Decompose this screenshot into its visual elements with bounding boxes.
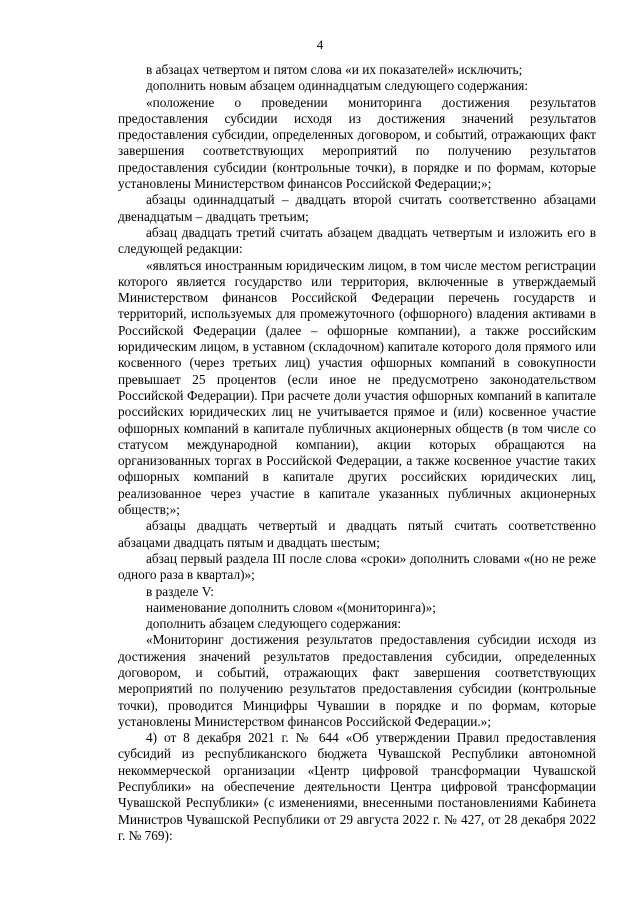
paragraph: дополнить новым абзацем одиннадцатым следующего содержания:	[146, 78, 529, 94]
paragraph: дополнить абзацем следующего содержания:	[146, 616, 402, 632]
paragraph: наименование дополнить словом «(мониторинга)»;	[146, 599, 436, 615]
paragraph: абзац двадцать третий считать абзацем двадцать четвертым и изложить его в следующей редакции:	[118, 224, 596, 257]
page-number: 4	[316, 37, 324, 52]
paragraph: в разделе V:	[146, 583, 215, 599]
paragraph: абзацы двадцать четвертый и двадцать пятый считать соответственно абзацами двадцать пятым и двадцать шестым;	[118, 518, 596, 550]
paragraph: абзац первый раздела III после слова «сроки» дополнить словами «(но не реже одного раза в квартал)»;	[118, 550, 596, 583]
paragraph: «положение о проведении мониторинга достижения результатов предоставления субсидии исходя из достижения значений результатов предоставления субсидии, определенных договором, и событий, отражающих факт завершения соответствующих мероприятий по получению результатов предоставления субсидии (контрольные точки), в порядке и по формам, которые установлены Министерством финансов Российской Федерации;»;	[118, 94, 596, 192]
paragraph: 4) от 8 декабря 2021 г. № 644 «Об утверждении Правил предоставления субсидий из республиканского бюджета Чувашской Республики автономной некоммерческой организации «Центр цифровой трансформации Чувашской Республики» на обеспечение деятельности Центра цифровой трансформации Чувашской Республики» (с изменениями, внесенными постановлениями Кабинета Министров Чувашской Республики от 29 августа 2022 г. № 427, от 28 декабря 2022 г. № 769):	[118, 730, 596, 843]
paragraph: «Мониторинг достижения результатов предоставления субсидии исходя из достижения значений результатов предоставления субсидии, определенных договором, и событий, отражающих факт завершения соответствующих мероприятий по получению результатов предоставления субсидии (контрольные точки), проводится Минцифры Чувашии в порядке и по формам, которые установлены Министерством финансов Российской Федерации.»;	[118, 632, 596, 729]
paragraph: «являться иностранным юридическим лицом, в том числе местом регистрации которого является государство или территория, включенные в утверждаемый Министерством финансов Российской Федерации перечень государств и территорий, используемых для промежуточного (офшорного) владения активами в Российской Федерации (далее – офшорные компании), а также российским юридическим лицом, в уставном (складочном) капитале которого доля прямого или косвенного (через третьих лиц) участия офшорных компаний в совокупности превышает 25 процентов (если иное не предусмотрено законодательством Российской Федерации). При расчете доли участия офшорных компаний в капитале российских юридических лиц не учитывается прямое и (или) косвенное участие офшорных компаний в капитале публичных акционерных обществ (в том числе со статусом международной компании), акции которых обращаются на организованных торгах в Российской Федерации, а также косвенное участие таких офшорных компаний в капитале других российских юридических лиц, реализованное через участие в капитале указанных публичных акционерных обществ;»;	[118, 257, 596, 518]
paragraph: абзацы одиннадцатый – двадцать второй считать соответственно абзацами двенадцатым – двадцать третьим;	[118, 192, 596, 224]
paragraph: в абзацах четвертом и пятом слова «и их показателей» исключить;	[146, 62, 523, 77]
document-body	[118, 62, 596, 844]
